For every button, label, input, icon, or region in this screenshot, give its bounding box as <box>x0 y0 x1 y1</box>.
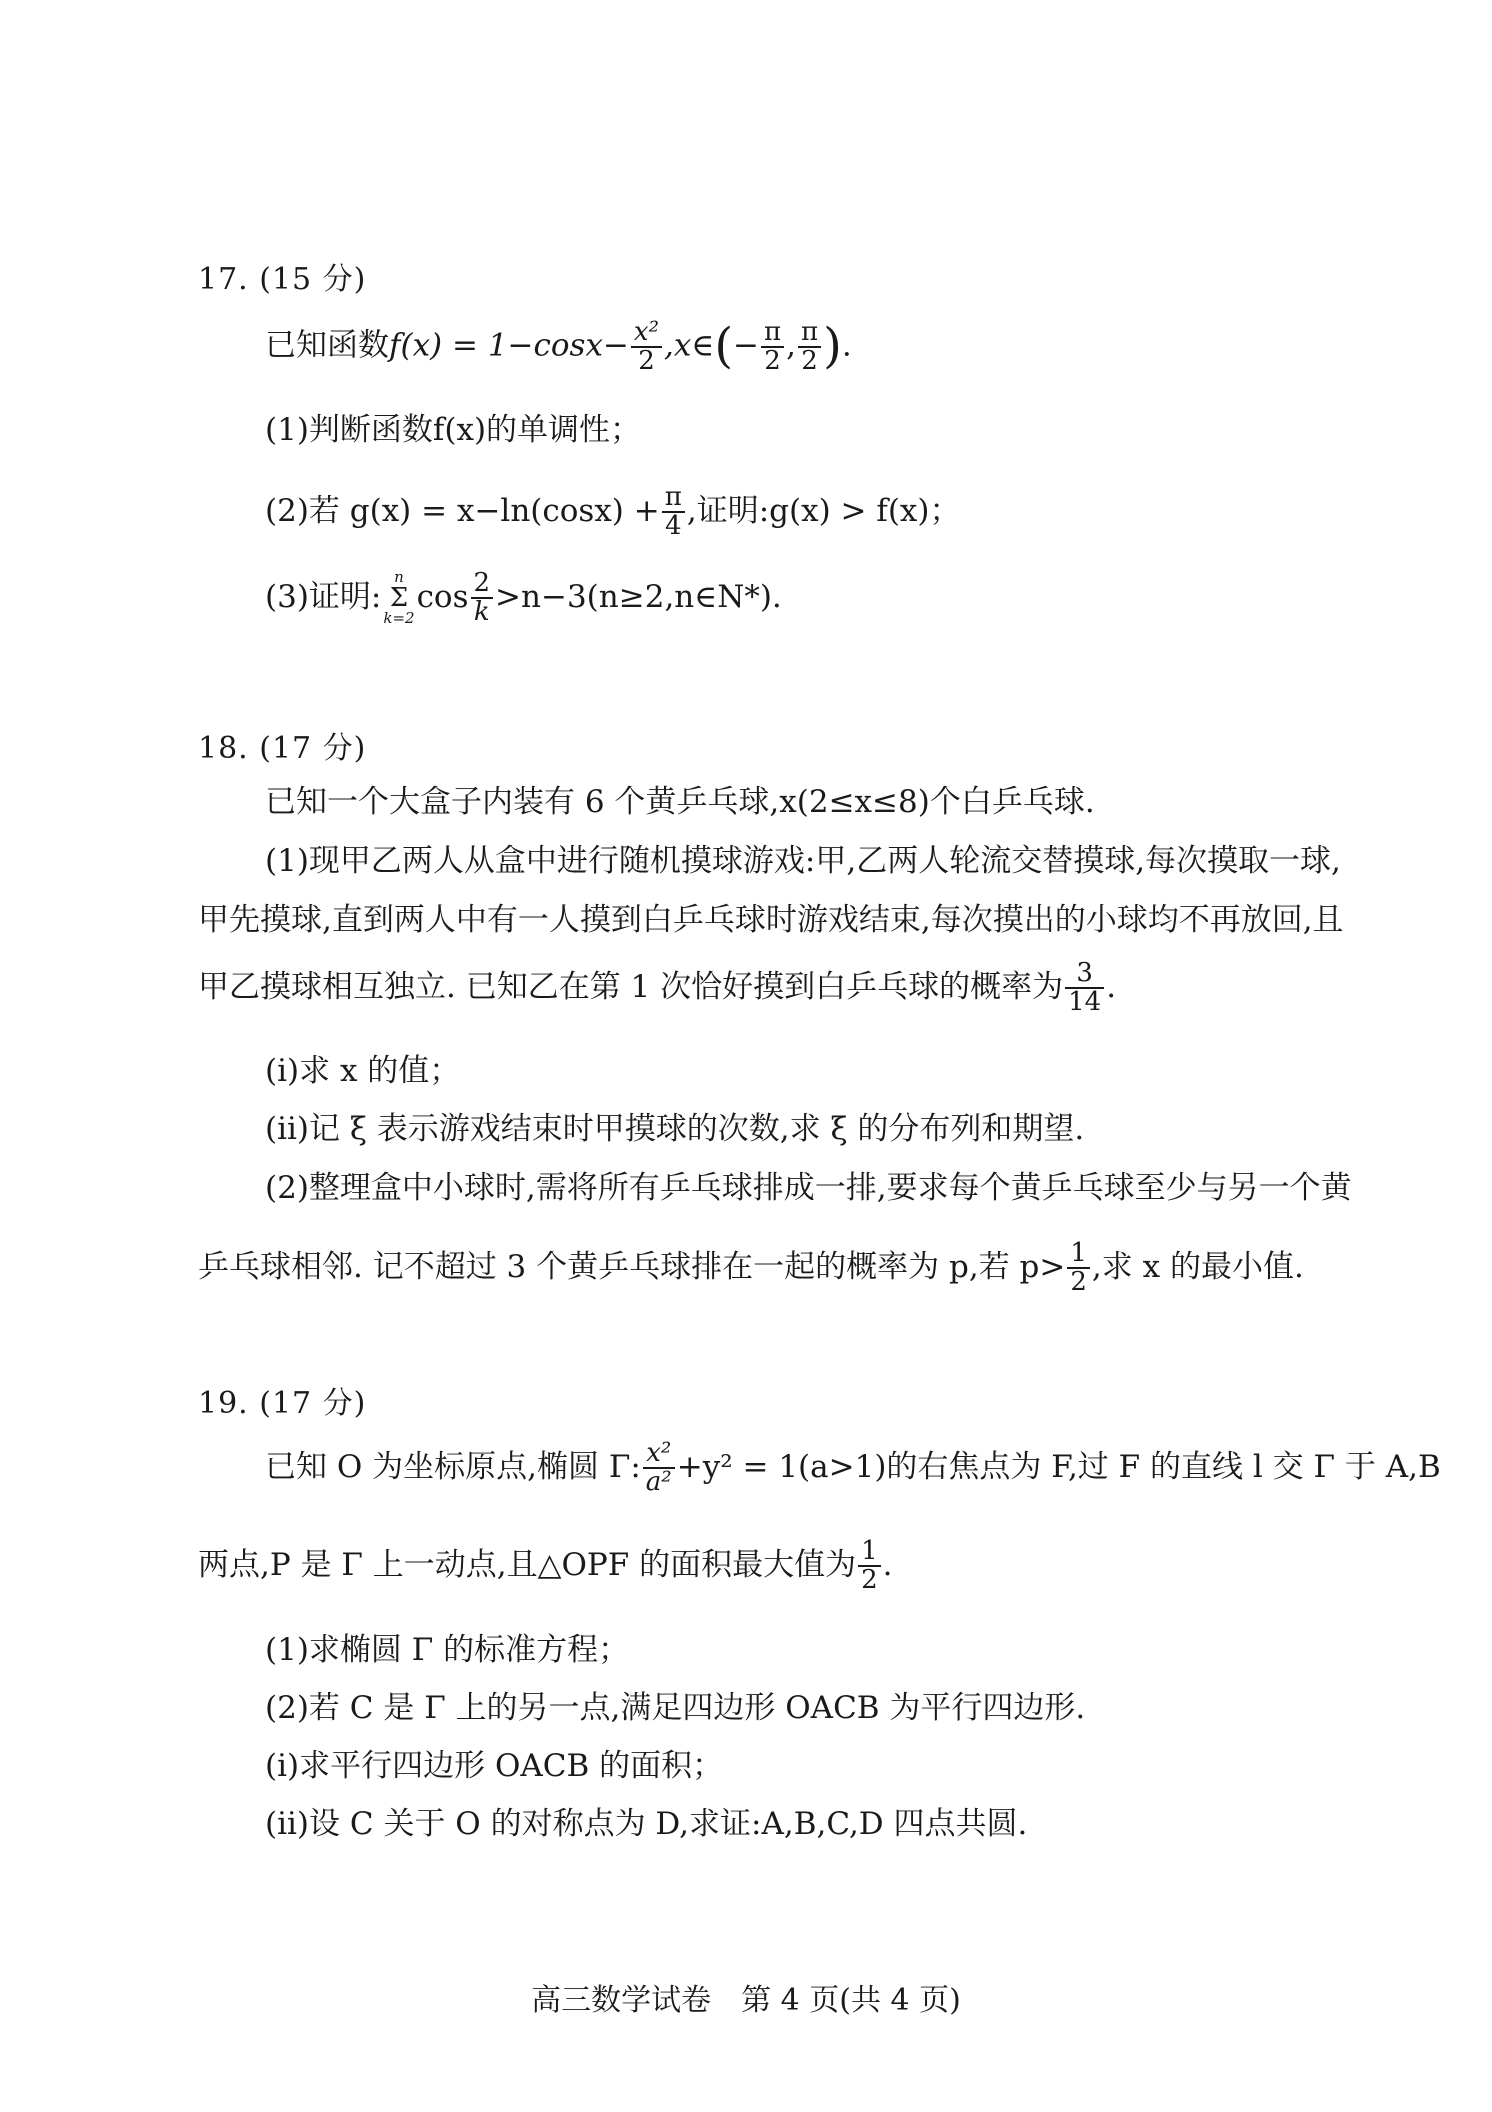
q19-line3: (1)求椭圆 Γ 的标准方程； <box>265 1632 630 1668</box>
q19-line1-frac-den: a² <box>645 1467 672 1498</box>
q19-line4: (2)若 C 是 Γ 上的另一点,满足四边形 OACB 为平行四边形. <box>265 1690 1086 1726</box>
q18-line8-frac-num: 1 <box>1067 1240 1090 1269</box>
q17-part2-frac-den: 4 <box>665 511 682 542</box>
q17-stem-prefix: 已知函数 <box>265 327 389 364</box>
q19-line1-frac-num: x² <box>643 1440 675 1469</box>
q17-part3-prefix: (3)证明: <box>265 578 382 615</box>
q19-line1-prefix: 已知 O 为坐标原点,椭圆 Γ: <box>265 1448 641 1485</box>
q17-part2-suffix: ,证明:g(x) > f(x)； <box>686 492 961 529</box>
q17-stem-frac-num: x² <box>631 319 662 348</box>
q17-sum-top: n <box>394 568 404 587</box>
q17-stem-func: f(x) = 1−cosx− <box>389 327 629 364</box>
q19-line6: (ii)设 C 关于 O 的对称点为 D,求证:A,B,C,D 四点共圆. <box>265 1806 1028 1842</box>
q17-sum-symbol: n Σ k=2 <box>383 568 415 628</box>
q17-domain-right-frac <box>798 316 821 376</box>
q19-line5: (i)求平行四边形 OACB 的面积； <box>265 1748 724 1784</box>
q18-line7: (2)整理盒中小球时,需将所有乒乓球排成一排,要求每个黄乒乓球至少与另一个黄 <box>265 1170 1352 1206</box>
q17-title: 17. (15 分) <box>198 262 367 297</box>
q17-part2 <box>265 484 961 541</box>
q19-line2-frac-den: 2 <box>861 1565 878 1596</box>
q18-line8-prefix: 乒乓球相邻. 记不超过 3 个黄乒乓球排在一起的概率为 p,若 p> <box>198 1248 1066 1285</box>
q19-line2-suffix: . <box>882 1546 893 1583</box>
q17-part1: (1)判断函数f(x)的单调性； <box>265 412 642 448</box>
q18-line8-frac-den: 2 <box>1070 1267 1087 1298</box>
q17-part3-frac-num: 2 <box>471 570 494 599</box>
q19-line1 <box>265 1440 1441 1497</box>
q18-line4-prefix: 甲乙摸球相互独立. 已知乙在第 1 次恰好摸到白乒乓球的概率为 <box>198 968 1064 1005</box>
q19-title: 19. (17 分) <box>198 1386 367 1421</box>
q17-part3-cos: cos <box>416 578 469 615</box>
q19-line2-frac <box>858 1538 881 1595</box>
q17-part3 <box>265 570 782 627</box>
q17-part2-frac <box>662 484 685 541</box>
q18-line8 <box>198 1240 1304 1297</box>
q17-paren-right: ) <box>823 318 842 374</box>
q17-domain-left-den: 2 <box>764 345 781 376</box>
q17-sum-bottom: k=2 <box>383 609 415 628</box>
q17-domain-right-den: 2 <box>801 345 818 376</box>
q17-stem-frac-den: 2 <box>638 345 655 376</box>
q19-line2 <box>198 1538 893 1595</box>
q18-line5: (i)求 x 的值； <box>265 1053 461 1089</box>
page-footer: 高三数学试卷 第 4 页(共 4 页) <box>531 1983 961 2018</box>
q18-line4-suffix: . <box>1106 968 1117 1005</box>
q17-domain-left-frac <box>761 316 784 376</box>
q17-domain-right-num: π <box>798 319 821 348</box>
q17-part3-frac <box>471 570 494 627</box>
q17-domain-left-num: π <box>761 319 784 348</box>
q17-paren-left: ( <box>714 318 734 374</box>
q18-line4-frac-num: 3 <box>1065 960 1104 989</box>
q18-line2: (1)现甲乙两人从盒中进行随机摸球游戏:甲,乙两人轮流交替摸球,每次摸取一球, <box>265 843 1341 879</box>
q17-part2-prefix: (2)若 g(x) = x−ln(cosx) + <box>265 492 660 529</box>
q17-part2-frac-num: π <box>662 484 685 513</box>
q19-line2-prefix: 两点,P 是 Γ 上一动点,且△OPF 的面积最大值为 <box>198 1546 857 1583</box>
q18-title: 18. (17 分) <box>198 731 367 766</box>
q18-line4 <box>198 960 1116 1017</box>
q19-line1-frac <box>643 1440 675 1497</box>
q17-part3-suffix: >n−3(n≥2,n∈N*). <box>495 578 782 615</box>
q17-stem-frac <box>631 316 662 376</box>
q17-stem: 已知函数f(x) = 1−cosx− $\frac{\text{x²}}{2}$ ,x∈(− $\frac{\pi}{2}$ , $\frac{\pi}{2}$ ). <box>265 316 852 376</box>
q18-line8-suffix: ,求 x 的最小值. <box>1091 1248 1304 1285</box>
q18-line4-frac <box>1065 960 1104 1017</box>
q18-line6: (ii)记 ξ 表示游戏结束时甲摸球的次数,求 ξ 的分布列和期望. <box>265 1111 1085 1147</box>
q19-line1-suffix: +y² = 1(a>1)的右焦点为 F,过 F 的直线 l 交 Γ 于 A,B <box>676 1448 1441 1485</box>
q18-line4-frac-den: 14 <box>1068 987 1102 1018</box>
q17-stem-domain-prefix: ,x∈ <box>664 327 715 364</box>
q18-line1: 已知一个大盒子内装有 6 个黄乒乓球,x(2≤x≤8)个白乒乓球. <box>265 784 1095 820</box>
q18-line8-frac <box>1067 1240 1090 1297</box>
q17-part3-frac-den: k <box>473 597 490 628</box>
q19-line2-frac-num: 1 <box>858 1538 881 1567</box>
q18-line3: 甲先摸球,直到两人中有一人摸到白乒乓球时游戏结束,每次摸出的小球均不再放回,且 <box>198 902 1344 938</box>
